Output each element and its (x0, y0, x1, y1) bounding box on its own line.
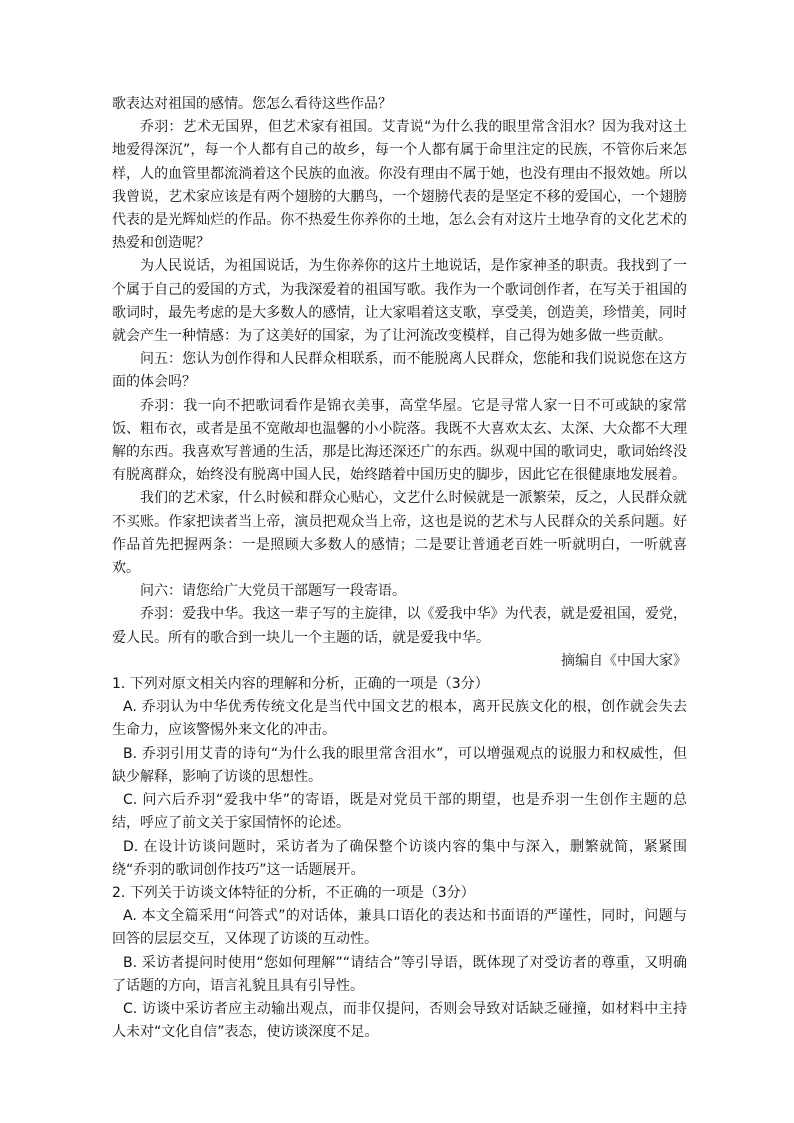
paragraph-continuation: 歌表达对祖国的感情。您怎么看待这些作品？ (112, 96, 392, 112)
paragraph-answer-patriotism: 乔羽：艺术无国界，但艺术家有祖国。艾青说“为什么我的眼里常含泪水？因为我对这土地爱得深沉”，每一个人都有自己的故乡，每一个人都有属于命里注定的民族，不管你后来怎样，人的血管里都流淌着这个民族的血液。你没有理由不属于她，也没有理由不报效她。所以我曾说，艺术家应该是有两个翅膀的大鹏鸟，一个翅膀代表的是坚定不移的爱国心，一个翅膀代表的是光辉灿烂的作品。你不热爱生你养你的土地，怎么会有对这片土地孕育的文化艺术的热爱和创造呢？ (112, 119, 687, 252)
document-body (112, 93, 687, 1044)
option-c: C. 访谈中采访者应主动输出观点，而非仅提问，否则会导致对话缺乏碰撞，如材料中主持人未对“文化自信”表态，使访谈深度不足。 (112, 1000, 687, 1041)
paragraph-writer-duty: 为人民说话，为祖国说话，为生你养你的这片土地说话，是作家神圣的职责。我找到了一个属于自己的爱国的方式，为我深爱着的祖国写歌。我作为一个歌词创作者，在写关于祖国的歌词时，最先考虑的是大多数人的感情，让大家唱着这支歌，享受美，创造美，珍惜美，同时就会产生一种情感：为了这美好的国家，为了让河流改变模样，自己得为她多做一些贡献。 (112, 258, 687, 345)
question-stem: 1. 下列对原文相关内容的理解和分析，正确的一项是（3分） (112, 676, 489, 693)
option-b: B. 采访者提问时使用“您如何理解”“请结合”等引导语，既体现了对受访者的尊重，又明确了话题的方向，语言礼貌且具有引导性。 (112, 954, 687, 994)
option-c: C. 问六后乔羽“爱我中华”的寄语，既是对党员干部的期望，也是乔羽一生创作主题的总结，呼应了前文关于家国情怀的论述。 (112, 792, 687, 832)
paragraph-answer-lyrics: 乔羽：我一向不把歌词看作是锦衣美事，高堂华屋。它是寻常人家一日不可或缺的家常饭、粗布衣，或者是虽不宽敞却也温馨的小小院落。我既不大喜欢太玄、太深、大众都不大理解的东西。我喜欢写普通的生活，那是比海还深还广的东西。纵观中国的歌词史，歌词始终没有脱离群众，始终没有脱离中国人民，始终踏着中国历史的脚步，因此它在很健康地发展着。 (112, 397, 687, 484)
question-1 (112, 673, 687, 882)
option-a: A. 乔羽认为中华优秀传统文化是当代中国文艺的根本，离开民族文化的根，创作就会失去生命力，应该警惕外来文化的冲击。 (112, 699, 687, 739)
paragraph-question-five: 问五：您认为创作得和人民群众相联系，而不能脱离人民群众，您能和我们说说您在这方面的体会吗？ (112, 351, 687, 391)
paragraph-artists-and-people: 我们的艺术家，什么时候和群众心贴心，文艺什么时候就是一派繁荣，反之，人民群众就不买账。作家把读者当上帝，演员把观众当上帝，这也是说的艺术与人民群众的关系问题。好作品首先把握两条：一是照顾大多数人的感情；二是要让普通老百姓一听就明白，一听就喜欢。 (112, 490, 687, 577)
question-2 (112, 882, 687, 1044)
question-stem: 2. 下列关于访谈文体特征的分析，不正确的一项是（3分） (112, 884, 475, 901)
option-a: A. 本文全篇采用“问答式”的对话体，兼具口语化的表达和书面语的严谨性，同时，问题与回答的层层交互，又体现了访谈的互动性。 (112, 908, 687, 948)
option-b: B. 乔羽引用艾青的诗句“为什么我的眼里常含泪水”，可以增强观点的说服力和权威性，但缺少解释，影响了访谈的思想性。 (112, 745, 687, 785)
option-d: D. 在设计访谈问题时，采访者为了确保整个访谈内容的集中与深入，删繁就简，紧紧围绕“乔羽的歌词创作技巧”这一话题展开。 (112, 838, 687, 878)
source-attribution: 摘编自《中国大家》 (561, 652, 687, 669)
paragraph-answer-love-china: 乔羽：爱我中华。我这一辈子写的主旋律，以《爱我中华》为代表，就是爱祖国，爱党，爱人民。所有的歌合到一块儿一个主题的话，就是爱我中华。 (112, 606, 687, 646)
paragraph-question-six: 问六：请您给广大党员干部题写一段寄语。 (140, 583, 406, 600)
